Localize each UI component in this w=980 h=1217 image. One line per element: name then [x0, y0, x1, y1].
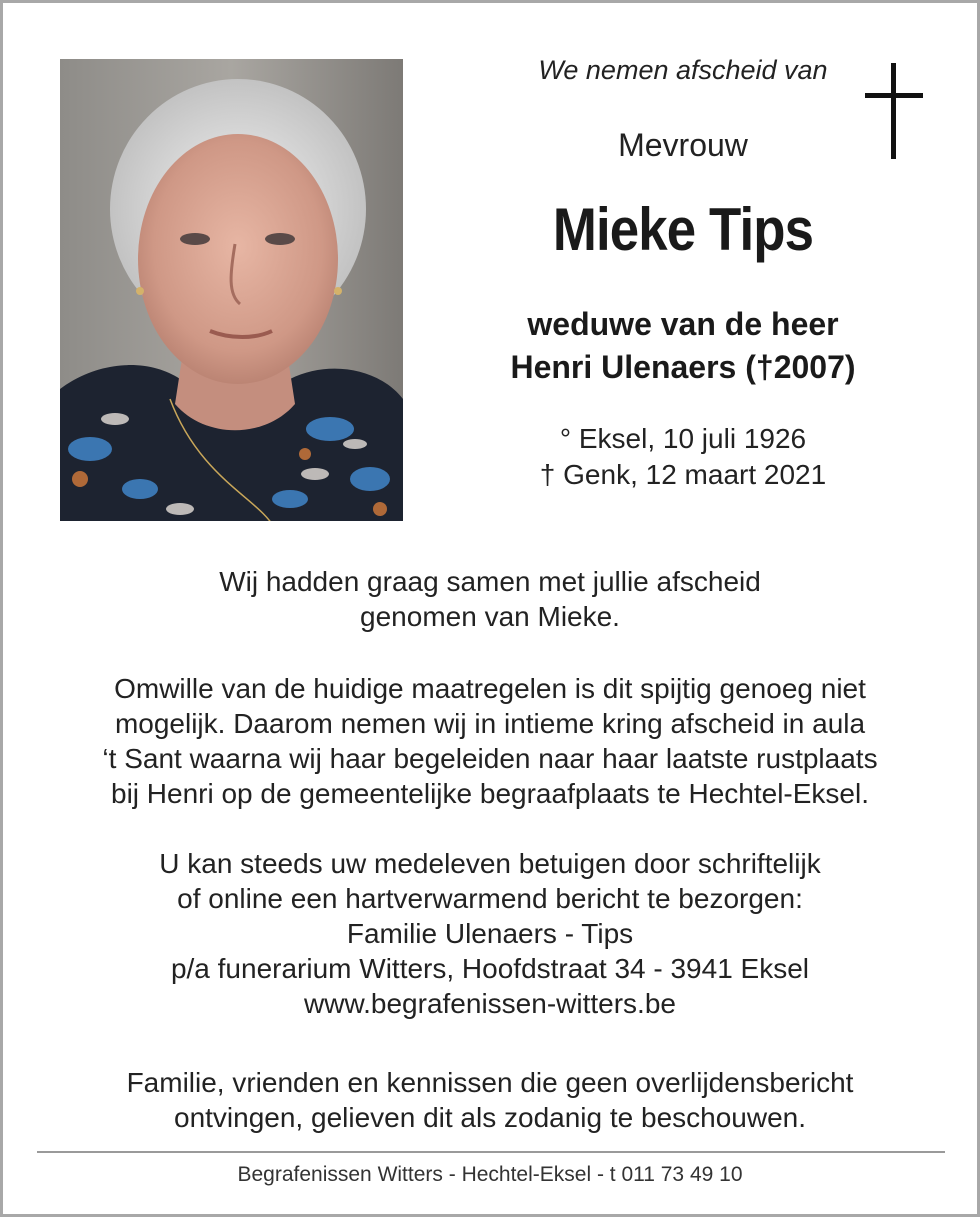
text-line: Wij hadden graag samen met jullie afscheid: [219, 566, 761, 597]
paragraph-notice: [33, 1065, 947, 1135]
portrait-photo: [60, 59, 403, 521]
text-line: Familie, vrienden en kennissen die geen overlijdensbericht: [126, 1067, 854, 1098]
postal-address: p/a funerarium Witters, Hoofdstraat 34 - 3941 Eksel: [170, 953, 810, 984]
divider: [37, 1151, 945, 1153]
website-link[interactable]: www.begrafenissen-witters.be: [304, 988, 676, 1019]
text-line: ‘t Sant waarna wij haar begeleiden naar haar laatste rustplaats: [102, 743, 878, 774]
family-name: Familie Ulenaers - Tips: [346, 918, 634, 949]
text-line: mogelijk. Daarom nemen wij in intieme kring afscheid in aula: [114, 708, 866, 739]
widow-line: Henri Ulenaers (†2007): [510, 349, 856, 385]
paragraph-condolences: [33, 846, 947, 1021]
intro-text: We nemen afscheid van: [538, 55, 828, 85]
widow-of: [473, 303, 893, 389]
paragraph-measures: [33, 671, 947, 811]
text-line: genomen van Mieke.: [360, 601, 620, 632]
footer-funeral-home: Begrafenissen Witters - Hechtel-Eksel - t 011 73 49 10: [237, 1163, 743, 1186]
paragraph-farewell: [33, 564, 947, 634]
deceased-name: Mieke Tips: [552, 196, 814, 263]
text-line: of online een hartverwarmend bericht te bezorgen:: [177, 883, 803, 914]
text-line: bij Henri op de gemeentelijke begraafplaats te Hechtel-Eksel.: [111, 778, 869, 809]
death-date: † Genk, 12 maart 2021: [539, 459, 827, 490]
text-line: U kan steeds uw medeleven betuigen door schriftelijk: [159, 848, 821, 879]
birth-date: ° Eksel, 10 juli 1926: [559, 423, 807, 454]
life-dates: [473, 421, 893, 493]
salutation: Mevrouw: [618, 127, 748, 163]
widow-line: weduwe van de heer: [527, 306, 839, 342]
text-line: ontvingen, gelieven dit als zodanig te beschouwen.: [174, 1102, 806, 1133]
text-line: Omwille van de huidige maatregelen is dit spijtig genoeg niet: [114, 673, 866, 704]
